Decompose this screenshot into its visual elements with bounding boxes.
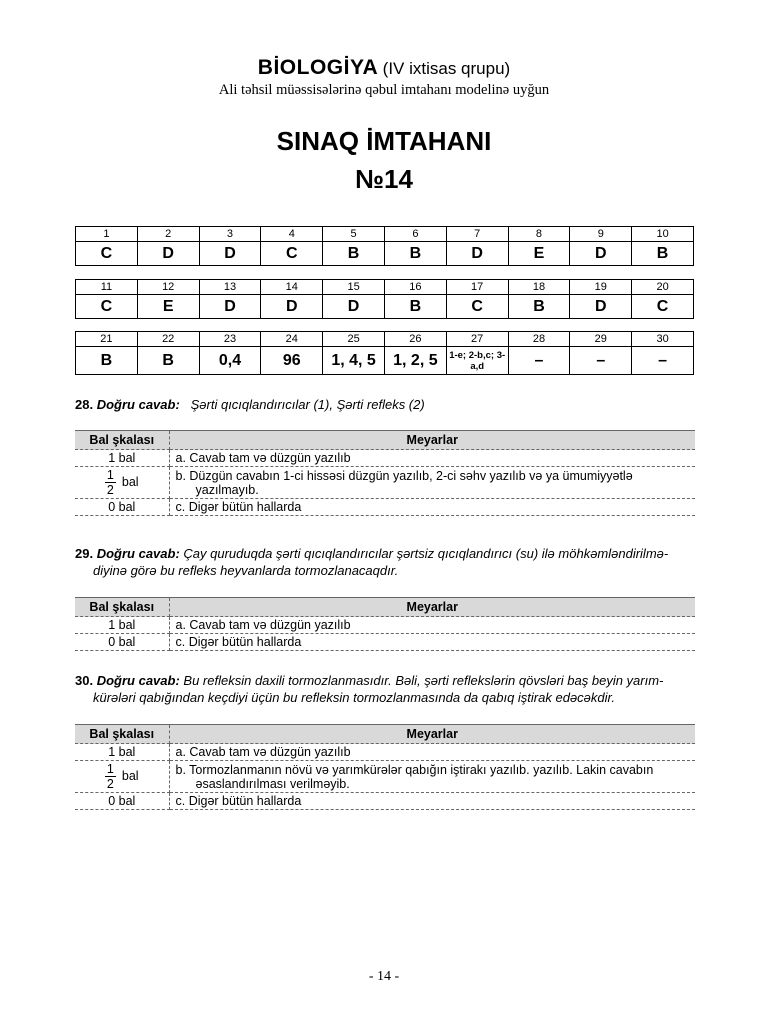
criteria-text: b. Düzgün cavabın 1-ci hissəsi düzgün yazılıb, 2-ci səhv yazılıb və ya ümumiyyətlə [175, 468, 633, 483]
question-number: 25 [323, 332, 385, 347]
answer-key-table-1 [75, 226, 694, 266]
answer-key-table-2 [75, 279, 694, 319]
criteria-cell: c. Digər bütün hallarda [169, 634, 695, 651]
question-number: 19 [570, 280, 632, 295]
rubric-table-29 [75, 597, 695, 651]
correct-answer-text-continued: kürələri qabığından keçdiyi üçün bu refleksin tormozlanmasında da qabıq iştirak edəcəkdir. [93, 690, 615, 705]
answer-cell: – [632, 347, 694, 375]
criteria-cell [169, 761, 695, 793]
criteria-cell: c. Digər bütün hallarda [169, 793, 695, 810]
answer-cell: 1, 2, 5 [384, 347, 446, 375]
page-number: - 14 - [368, 969, 400, 984]
criteria-cell: a. Cavab tam və düzgün yazılıb [169, 617, 695, 634]
exam-title: SINAQ İMTAHANI [276, 126, 492, 156]
question-number-label: 28. [75, 397, 94, 412]
criteria-text: b. Tormozlanmanın növü və yarımkürələr qabığın iştirakı yazılıb. yazılıb. Lakin cavabın [175, 762, 654, 777]
subject-note: (IV ixtisas qrupu) [382, 59, 511, 78]
answer-cell: B [323, 242, 385, 266]
answer-cell: B [384, 295, 446, 319]
subject-title: BİOLOGİYA [257, 56, 379, 79]
answer-cell: D [570, 242, 632, 266]
correct-answer-label: Doğru cavab: [96, 673, 180, 688]
fraction-numerator: 1 [106, 468, 114, 482]
answer-cell: D [199, 295, 261, 319]
question-number-label: 30. [75, 673, 94, 688]
score-cell: 0 bal [75, 793, 169, 810]
answer-cell: 1-e; 2-b,c; 3-a,d [446, 347, 508, 375]
score-cell: 1 bal [75, 450, 169, 467]
column-header-score: Bal şkalası [75, 431, 169, 450]
answer-cell: E [137, 295, 199, 319]
answer-cell: D [446, 242, 508, 266]
answer-cell: 1, 4, 5 [323, 347, 385, 375]
answer-cell: B [632, 242, 694, 266]
answer-cell: 96 [261, 347, 323, 375]
score-cell: 0 bal [75, 499, 169, 516]
answer-cell: C [446, 295, 508, 319]
question-number: 14 [261, 280, 323, 295]
question-number: 8 [508, 227, 570, 242]
column-header-criteria: Meyarlar [169, 431, 695, 450]
correct-answer-text: Bu refleksin daxili tormozlanmasıdır. Bəli, şərti reflekslərin qövsləri baş beyin yarım- [183, 673, 664, 688]
answer-cell: B [137, 347, 199, 375]
answer-cell: C [76, 295, 138, 319]
question-number: 11 [76, 280, 138, 295]
fraction [105, 468, 116, 497]
question-number: 16 [384, 280, 446, 295]
question-number: 7 [446, 227, 508, 242]
question-number: 26 [384, 332, 446, 347]
answer-key-table-3 [75, 331, 694, 375]
question-number: 10 [632, 227, 694, 242]
answer-cell: B [508, 295, 570, 319]
question-number: 1 [76, 227, 138, 242]
question-number: 12 [137, 280, 199, 295]
criteria-text-continued: yazılmayıb. [195, 482, 259, 497]
answer-cell: D [570, 295, 632, 319]
question-number: 24 [261, 332, 323, 347]
question-number: 30 [632, 332, 694, 347]
subject-line [0, 56, 768, 80]
column-header-criteria: Meyarlar [169, 598, 695, 617]
answer-cell: C [632, 295, 694, 319]
column-header-score: Bal şkalası [75, 725, 169, 744]
question-29 [75, 545, 695, 579]
correct-answer-text: Çay quruduqda şərti qıcıqlandırıcılar şərtsiz qıcıqlandırıcı (su) ilə möhkəmləndirilmə- [183, 546, 669, 561]
question-number: 22 [137, 332, 199, 347]
question-number: 6 [384, 227, 446, 242]
answer-cell: – [570, 347, 632, 375]
answer-cell: C [261, 242, 323, 266]
question-number: 17 [446, 280, 508, 295]
correct-answer-text-continued: diyinə görə bu refleks heyvanlarda tormozlanacaqdır. [93, 563, 399, 578]
question-number: 9 [570, 227, 632, 242]
answer-cell: B [384, 242, 446, 266]
column-header-score: Bal şkalası [75, 598, 169, 617]
criteria-text-continued: əsaslandırılması verilməyib. [195, 776, 350, 791]
correct-answer-label: Doğru cavab: [96, 546, 180, 561]
tagline: Ali təhsil müəssisələrinə qəbul imtahanı modelinə uyğun [218, 82, 550, 98]
answer-cell: D [323, 295, 385, 319]
answer-cell: D [261, 295, 323, 319]
question-28 [75, 396, 695, 413]
score-cell [75, 467, 169, 499]
question-number: 3 [199, 227, 261, 242]
fraction-denominator: 2 [106, 777, 114, 791]
rubric-table-28 [75, 430, 695, 516]
score-cell: 1 bal [75, 617, 169, 634]
correct-answer-text: Şərti qıcıqlandırıcılar (1), Şərti refleks (2) [190, 397, 425, 412]
fraction-denominator: 2 [106, 483, 114, 497]
answer-cell: D [199, 242, 261, 266]
question-number: 28 [508, 332, 570, 347]
question-number: 13 [199, 280, 261, 295]
question-number: 21 [76, 332, 138, 347]
exam-number: №14 [355, 164, 413, 194]
answer-cell: E [508, 242, 570, 266]
question-number: 18 [508, 280, 570, 295]
score-cell [75, 761, 169, 793]
score-cell: 1 bal [75, 744, 169, 761]
answer-cell: C [76, 242, 138, 266]
answer-cell: 0,4 [199, 347, 261, 375]
question-number: 5 [323, 227, 385, 242]
criteria-cell: a. Cavab tam və düzgün yazılıb [169, 744, 695, 761]
score-cell: 0 bal [75, 634, 169, 651]
question-number: 4 [261, 227, 323, 242]
question-number: 15 [323, 280, 385, 295]
score-unit: bal [121, 474, 139, 489]
criteria-cell [169, 467, 695, 499]
question-number: 2 [137, 227, 199, 242]
question-number: 29 [570, 332, 632, 347]
rubric-table-30 [75, 724, 695, 810]
correct-answer-label: Doğru cavab: [96, 397, 180, 412]
score-unit: bal [121, 768, 139, 783]
criteria-cell: c. Digər bütün hallarda [169, 499, 695, 516]
column-header-criteria: Meyarlar [169, 725, 695, 744]
question-30 [75, 672, 695, 706]
fraction-numerator: 1 [106, 762, 114, 776]
question-number: 27 [446, 332, 508, 347]
page-header [0, 56, 768, 99]
question-number: 23 [199, 332, 261, 347]
criteria-cell: a. Cavab tam və düzgün yazılıb [169, 450, 695, 467]
question-number-label: 29. [75, 546, 94, 561]
answer-cell: D [137, 242, 199, 266]
answer-cell: – [508, 347, 570, 375]
answer-cell: B [76, 347, 138, 375]
fraction [105, 762, 116, 791]
question-number: 20 [632, 280, 694, 295]
